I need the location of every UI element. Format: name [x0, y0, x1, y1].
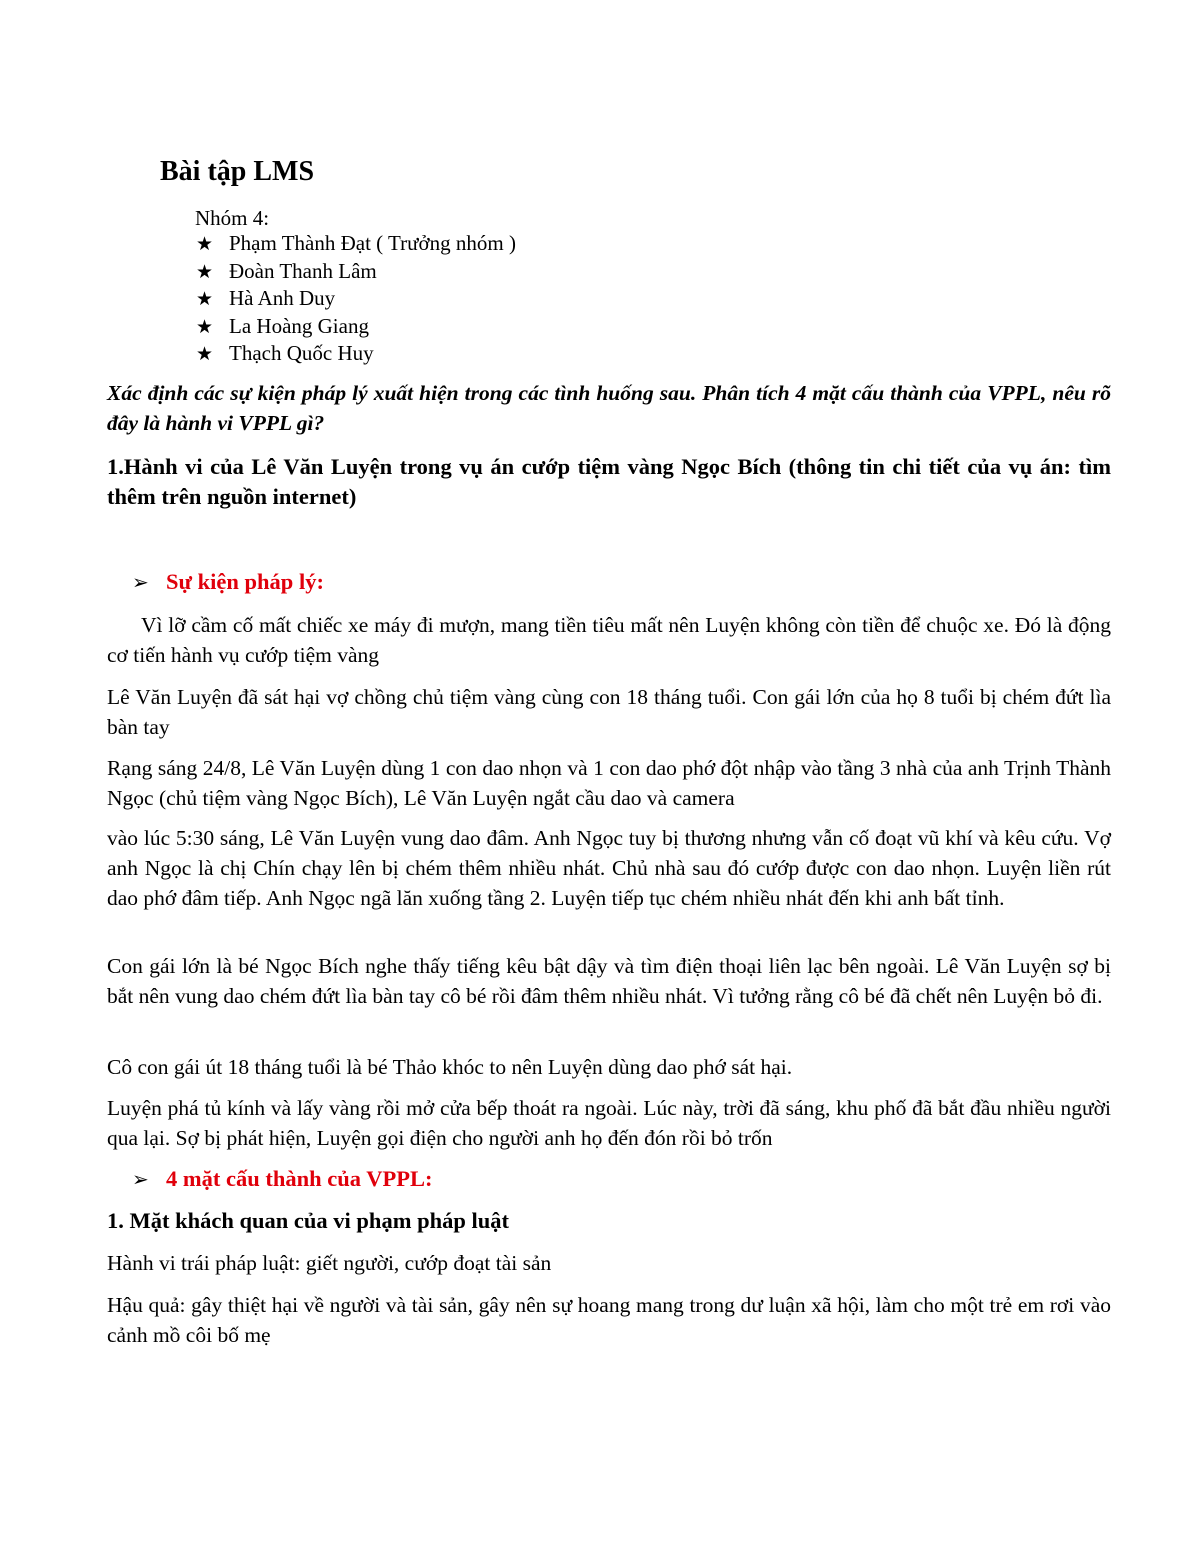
- arrowhead-icon: ➢: [132, 570, 149, 594]
- case-heading: 1.Hành vi của Lê Văn Luyện trong vụ án cướp tiệm vàng Ngọc Bích (thông tin chi tiết của vụ án: tìm thêm trên nguồn internet): [107, 454, 1111, 509]
- member-name: Thạch Quốc Huy: [229, 341, 374, 365]
- list-item: [196, 340, 516, 368]
- section-heading-label: 4 mặt cấu thành của VPPL:: [166, 1166, 433, 1191]
- subheading-objective-aspect: 1. Mặt khách quan của vi phạm pháp luật: [107, 1208, 509, 1233]
- list-item: [196, 258, 516, 286]
- paragraph: Hậu quả: gây thiệt hại về người và tài sản, gây nên sự hoang mang trong dư luận xã hội, làm cho một trẻ em rơi vào cảnh mồ côi bố mẹ: [107, 1293, 1111, 1347]
- list-item: [196, 285, 516, 313]
- paragraph: Lê Văn Luyện đã sát hại vợ chồng chủ tiệm vàng cùng con 18 tháng tuổi. Con gái lớn của họ 8 tuổi bị chém đứt lìa bàn tay: [107, 685, 1111, 739]
- paragraph: Con gái lớn là bé Ngọc Bích nghe thấy tiếng kêu bật dậy và tìm điện thoại liên lạc bên ngoài. Lê Văn Luyện sợ bị bắt nên vung dao chém đứt lìa bàn tay cô bé rồi đâm thêm nhiều nhát. Vì tưởng rằng cô bé đã chết nên Luyện bỏ đi.: [107, 954, 1111, 1008]
- list-item: [196, 230, 516, 258]
- paragraph: Vì lỡ cầm cố mất chiếc xe máy đi mượn, mang tiền tiêu mất nên Luyện không còn tiền để chuộc xe. Đó là động cơ tiến hành vụ cướp tiệm vàng: [107, 613, 1111, 667]
- paragraph: Cô con gái út 18 tháng tuổi là bé Thảo khóc to nên Luyện dùng dao phớ sát hại.: [107, 1055, 793, 1079]
- member-name: Hà Anh Duy: [229, 286, 336, 310]
- document-title: Bài tập LMS: [160, 156, 315, 187]
- assignment-question: Xác định các sự kiện pháp lý xuất hiện trong các tình huống sau. Phân tích 4 mặt cấu thành của VPPL, nêu rõ đây là hành vi VPPL gì?: [107, 381, 1111, 435]
- group-label: Nhóm 4:: [195, 206, 270, 230]
- section-heading-legal-events: [132, 567, 324, 597]
- member-name: Đoàn Thanh Lâm: [229, 258, 377, 283]
- member-name: Phạm Thành Đạt ( Trưởng nhóm ): [229, 231, 516, 255]
- star-icon: ★: [196, 288, 214, 310]
- section-heading-label: Sự kiện pháp lý:: [166, 569, 324, 594]
- star-icon: ★: [196, 315, 214, 338]
- arrowhead-icon: ➢: [132, 1167, 149, 1191]
- member-list: [196, 230, 516, 368]
- paragraph: Rạng sáng 24/8, Lê Văn Luyện dùng 1 con dao nhọn và 1 con dao phớ đột nhập vào tầng 3 nhà của anh Trịnh Thành Ngọc (chủ tiệm vàng Ngọc Bích), Lê Văn Luyện ngắt cầu dao và camera: [107, 756, 1111, 810]
- paragraph: vào lúc 5:30 sáng, Lê Văn Luyện vung dao đâm. Anh Ngọc tuy bị thương nhưng vẫn cố đoạt vũ khí và kêu cứu. Vợ anh Ngọc là chị Chín chạy lên bị chém thêm nhiều nhát. Chủ nhà sau đó cướp được con dao nhọn. Luyện liền rút dao phớ đâm tiếp. Anh Ngọc ngã lăn xuống tầng 2. Luyện tiếp tục chém nhiều nhát đến khi anh bất tỉnh.: [107, 826, 1111, 910]
- paragraph: Hành vi trái pháp luật: giết người, cướp đoạt tài sản: [107, 1251, 552, 1275]
- star-icon: ★: [196, 233, 214, 255]
- member-name: La Hoàng Giang: [229, 313, 369, 338]
- list-item: [196, 313, 516, 341]
- paragraph: Luyện phá tủ kính và lấy vàng rồi mở cửa bếp thoát ra ngoài. Lúc này, trời đã sáng, khu phố đã bắt đầu nhiều người qua lại. Sợ bị phát hiện, Luyện gọi điện cho người anh họ đến đón rồi bỏ trốn: [107, 1096, 1111, 1150]
- star-icon: ★: [196, 343, 214, 365]
- section-heading-four-elements: [132, 1164, 432, 1194]
- star-icon: ★: [196, 260, 214, 283]
